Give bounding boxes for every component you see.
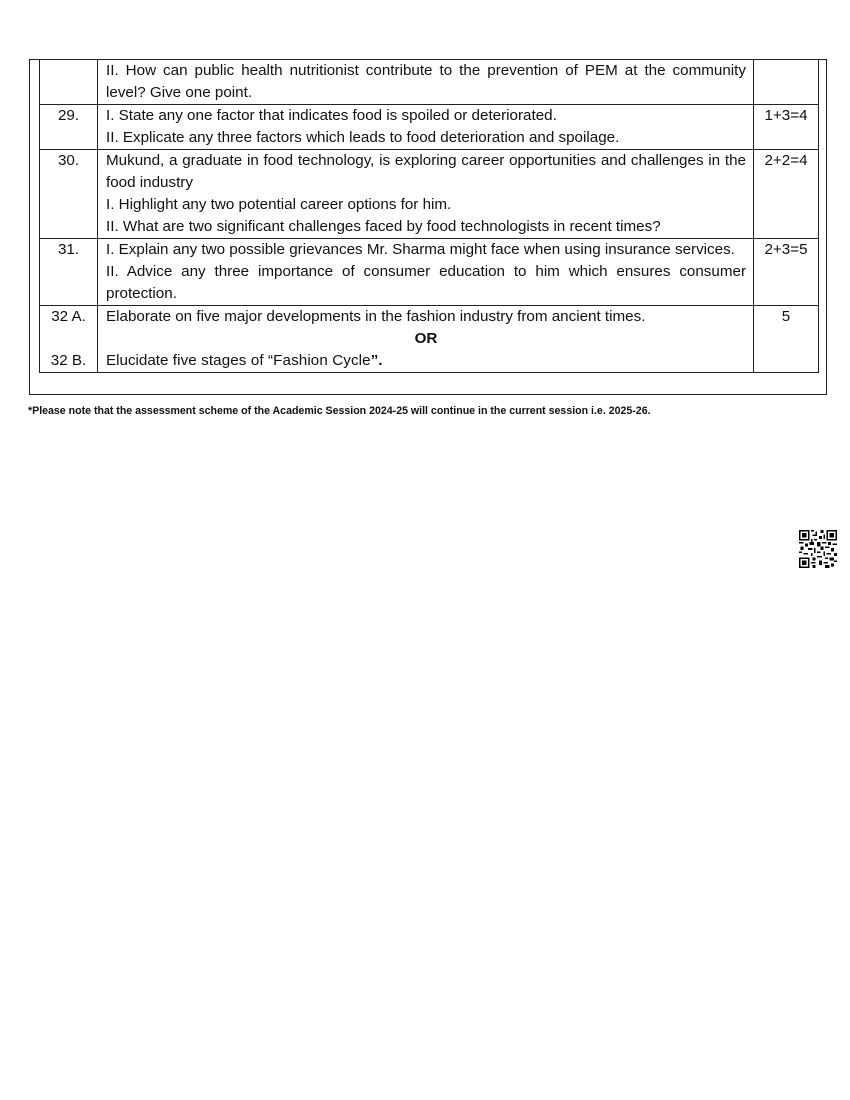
- question-marks: [754, 60, 819, 105]
- question-line: I. Explain any two possible grievances Mr. Sharma might face when using insurance services.: [106, 241, 735, 258]
- table-row: [40, 105, 819, 150]
- question-line-a: Elaborate on five major developments in the fashion industry from ancient times.: [106, 308, 646, 325]
- question-text: [98, 306, 754, 373]
- question-number: 31.: [40, 239, 98, 306]
- question-table: [39, 59, 819, 373]
- question-text: [98, 105, 754, 150]
- question-number-b: 32 B.: [50, 352, 87, 369]
- question-text: [98, 239, 754, 306]
- question-line-b: [106, 350, 746, 372]
- question-number: [40, 306, 98, 373]
- question-line: II. Advice any three importance of consumer education to him which ensures consumer protection.: [106, 263, 746, 302]
- question-line: I. Highlight any two potential career options for him.: [106, 196, 452, 213]
- question-marks: 5: [754, 306, 819, 373]
- table-row: [40, 306, 819, 373]
- question-line-b-prefix: Elucidate: [106, 352, 169, 369]
- question-number: 29.: [40, 105, 98, 150]
- question-line: II. What are two significant challenges faced by food technologists in recent times?: [106, 218, 661, 235]
- question-number: 30.: [40, 150, 98, 239]
- question-number-spacer: [40, 328, 97, 350]
- table-row: [40, 60, 819, 105]
- or-separator: OR: [414, 330, 438, 347]
- question-line: II. How can public health nutritionist contribute to the prevention of PEM at the community level? Give one point.: [106, 62, 746, 101]
- qr-code-icon: [799, 530, 837, 568]
- question-text: [98, 60, 754, 105]
- question-line-b-thin: five stages of “Fashion Cycle: [168, 352, 371, 369]
- table-row: [40, 150, 819, 239]
- question-line-b-suffix: ”.: [370, 352, 383, 369]
- question-line: I. State any one factor that indicates food is spoiled or deteriorated.: [106, 107, 557, 124]
- question-marks: 2+2=4: [754, 150, 819, 239]
- question-number: [40, 60, 98, 105]
- question-number-a: 32 A.: [51, 308, 86, 325]
- question-text: [98, 150, 754, 239]
- question-line: Mukund, a graduate in food technology, is exploring career opportunities and challenges in the food industry: [106, 152, 746, 191]
- footnote: *Please note that the assessment scheme of the Academic Session 2024-25 will continue in the current session i.e. 2025-26.: [28, 405, 651, 417]
- question-marks: 2+3=5: [754, 239, 819, 306]
- question-marks: 1+3=4: [754, 105, 819, 150]
- table-row: [40, 239, 819, 306]
- question-line: II. Explicate any three factors which leads to food deterioration and spoilage.: [106, 129, 620, 146]
